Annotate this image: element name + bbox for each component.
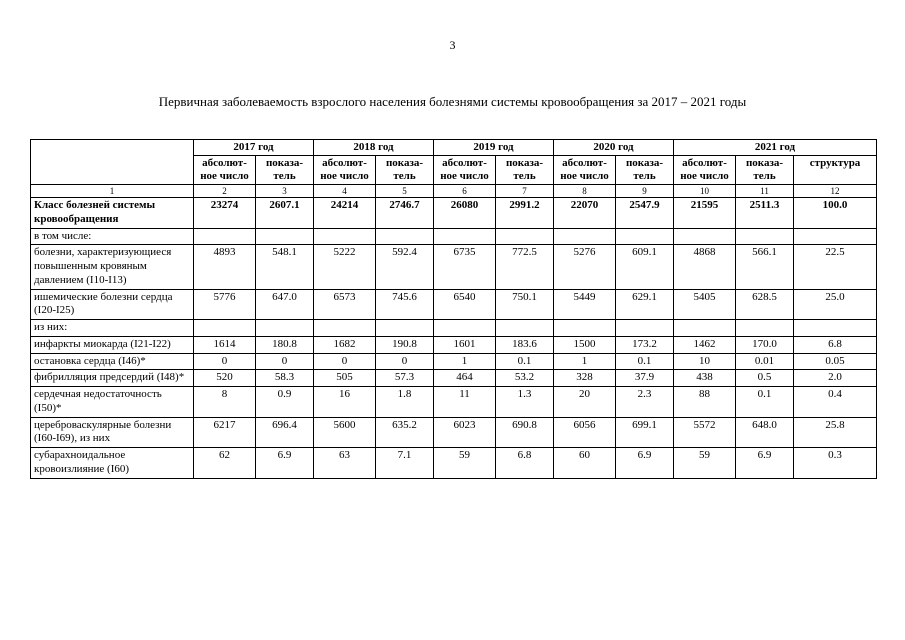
table-cell: 8 <box>194 387 256 418</box>
column-number: 1 <box>31 185 194 198</box>
table-cell: 0.3 <box>794 448 877 479</box>
row-label: инфаркты миокарда (I21-I22) <box>31 336 194 353</box>
table-cell <box>376 228 434 245</box>
table-cell: 566.1 <box>736 245 794 289</box>
table-cell: 0 <box>314 353 376 370</box>
table-cell: 1682 <box>314 336 376 353</box>
header-empty-cell <box>31 140 194 185</box>
table-cell: 22070 <box>554 198 616 229</box>
table-cell: 772.5 <box>496 245 554 289</box>
header-abs: абсолют-ное число <box>314 156 376 185</box>
table-body <box>31 198 877 479</box>
table-cell: 0 <box>256 353 314 370</box>
table-cell: 6540 <box>434 289 496 320</box>
table-cell: 5572 <box>674 417 736 448</box>
header-abs: абсолют-ное число <box>554 156 616 185</box>
table-cell: 6573 <box>314 289 376 320</box>
table-cell: 59 <box>674 448 736 479</box>
table-cell: 57.3 <box>376 370 434 387</box>
table-cell: 173.2 <box>616 336 674 353</box>
table-cell: 37.9 <box>616 370 674 387</box>
header-rate: показа-тель <box>496 156 554 185</box>
table-cell: 1601 <box>434 336 496 353</box>
table-cell: 10 <box>674 353 736 370</box>
table-cell: 745.6 <box>376 289 434 320</box>
table-cell: 6.9 <box>736 448 794 479</box>
table-cell: 0 <box>376 353 434 370</box>
table-cell: 6056 <box>554 417 616 448</box>
column-number: 8 <box>554 185 616 198</box>
page-number: 3 <box>449 38 456 52</box>
table-cell: 170.0 <box>736 336 794 353</box>
table-cell: 5600 <box>314 417 376 448</box>
table-cell <box>256 320 314 337</box>
table-cell: 0.1 <box>616 353 674 370</box>
table-cell: 647.0 <box>256 289 314 320</box>
table-cell: 20 <box>554 387 616 418</box>
table-cell: 2.3 <box>616 387 674 418</box>
table-cell: 6.9 <box>616 448 674 479</box>
header-rate: показа-тель <box>376 156 434 185</box>
header-year: 2017 год <box>194 140 314 156</box>
table-cell: 0.01 <box>736 353 794 370</box>
table-cell: 5776 <box>194 289 256 320</box>
row-label: ишемические болезни сердца (I20-I25) <box>31 289 194 320</box>
column-number: 2 <box>194 185 256 198</box>
table-cell: 88 <box>674 387 736 418</box>
row-label: фибрилляция предсердий (I48)* <box>31 370 194 387</box>
table-cell <box>496 228 554 245</box>
header-year: 2020 год <box>554 140 674 156</box>
table-cell <box>794 228 877 245</box>
table-cell: 59 <box>434 448 496 479</box>
table-cell <box>434 228 496 245</box>
table-cell: 750.1 <box>496 289 554 320</box>
table-row <box>31 417 877 448</box>
table-cell: 1 <box>434 353 496 370</box>
table-cell: 696.4 <box>256 417 314 448</box>
table-cell <box>794 320 877 337</box>
table-cell: 0.1 <box>496 353 554 370</box>
header-abs: абсолют-ное число <box>194 156 256 185</box>
table-cell: 1614 <box>194 336 256 353</box>
table-cell: 4893 <box>194 245 256 289</box>
table-cell: 62 <box>194 448 256 479</box>
header-structure: структура <box>794 156 877 185</box>
row-label: из них: <box>31 320 194 337</box>
table-cell <box>616 228 674 245</box>
row-label: сердечная недостаточность (I50)* <box>31 387 194 418</box>
table-cell: 6217 <box>194 417 256 448</box>
row-label: цереброваскулярные болезни (I60-I69), из них <box>31 417 194 448</box>
header-year: 2021 год <box>674 140 877 156</box>
table-cell: 328 <box>554 370 616 387</box>
row-label: болезни, характеризующиеся повышенным кровяным давлением (I10-I13) <box>31 245 194 289</box>
table-cell: 5276 <box>554 245 616 289</box>
column-number: 7 <box>496 185 554 198</box>
table-cell: 1500 <box>554 336 616 353</box>
header-abs: абсолют-ное число <box>434 156 496 185</box>
table-cell: 2607.1 <box>256 198 314 229</box>
table-cell: 0.1 <box>736 387 794 418</box>
header-abs: абсолют-ное число <box>674 156 736 185</box>
table-cell: 53.2 <box>496 370 554 387</box>
column-number: 11 <box>736 185 794 198</box>
table-cell: 690.8 <box>496 417 554 448</box>
table-cell: 635.2 <box>376 417 434 448</box>
table-cell: 11 <box>434 387 496 418</box>
table-cell: 1.3 <box>496 387 554 418</box>
table-cell: 1 <box>554 353 616 370</box>
morbidity-table <box>30 139 877 479</box>
table-cell <box>674 228 736 245</box>
table-row <box>31 245 877 289</box>
table-cell: 592.4 <box>376 245 434 289</box>
table-cell: 648.0 <box>736 417 794 448</box>
table-cell: 23274 <box>194 198 256 229</box>
table-row <box>31 387 877 418</box>
row-label: в том числе: <box>31 228 194 245</box>
table-cell: 0.5 <box>736 370 794 387</box>
table-cell <box>376 320 434 337</box>
table-cell: 464 <box>434 370 496 387</box>
header-year: 2019 год <box>434 140 554 156</box>
table-cell <box>194 228 256 245</box>
table-cell <box>674 320 736 337</box>
table-cell: 629.1 <box>616 289 674 320</box>
row-label: субарахноидальное кровоизлияние (I60) <box>31 448 194 479</box>
table-cell: 0.4 <box>794 387 877 418</box>
table-cell: 548.1 <box>256 245 314 289</box>
table-cell: 7.1 <box>376 448 434 479</box>
table-cell: 100.0 <box>794 198 877 229</box>
table-row <box>31 336 877 353</box>
column-number: 4 <box>314 185 376 198</box>
table-cell: 21595 <box>674 198 736 229</box>
row-label: остановка сердца (I46)* <box>31 353 194 370</box>
column-number: 10 <box>674 185 736 198</box>
table-row <box>31 320 877 337</box>
table-cell <box>554 228 616 245</box>
table-cell: 26080 <box>434 198 496 229</box>
table-cell: 2547.9 <box>616 198 674 229</box>
column-number-row <box>31 185 877 198</box>
table-cell: 6.8 <box>794 336 877 353</box>
table-cell: 25.8 <box>794 417 877 448</box>
table-cell: 63 <box>314 448 376 479</box>
table-cell: 2746.7 <box>376 198 434 229</box>
table-cell: 609.1 <box>616 245 674 289</box>
table-cell: 22.5 <box>794 245 877 289</box>
header-year: 2018 год <box>314 140 434 156</box>
column-number: 5 <box>376 185 434 198</box>
table-cell: 0.9 <box>256 387 314 418</box>
table-cell: 180.8 <box>256 336 314 353</box>
table-cell <box>434 320 496 337</box>
header-row-years <box>31 140 877 156</box>
table-cell: 5222 <box>314 245 376 289</box>
table-cell: 190.8 <box>376 336 434 353</box>
table-cell <box>314 228 376 245</box>
table-cell: 60 <box>554 448 616 479</box>
table-cell: 2.0 <box>794 370 877 387</box>
header-rate: показа-тель <box>736 156 794 185</box>
table-cell: 0.05 <box>794 353 877 370</box>
table-cell: 24214 <box>314 198 376 229</box>
table-cell: 6735 <box>434 245 496 289</box>
table-cell <box>496 320 554 337</box>
table-cell: 25.0 <box>794 289 877 320</box>
table-cell: 5405 <box>674 289 736 320</box>
column-number: 3 <box>256 185 314 198</box>
table-cell <box>194 320 256 337</box>
header-rate: показа-тель <box>616 156 674 185</box>
table-cell: 1462 <box>674 336 736 353</box>
table-row <box>31 198 877 229</box>
table-cell: 6.8 <box>496 448 554 479</box>
column-number: 6 <box>434 185 496 198</box>
table-row <box>31 448 877 479</box>
table-cell <box>736 228 794 245</box>
table-cell: 1.8 <box>376 387 434 418</box>
table-cell <box>314 320 376 337</box>
table-cell: 2991.2 <box>496 198 554 229</box>
header-rate: показа-тель <box>256 156 314 185</box>
table-cell: 183.6 <box>496 336 554 353</box>
table-cell: 699.1 <box>616 417 674 448</box>
table-cell: 6.9 <box>256 448 314 479</box>
column-number: 12 <box>794 185 877 198</box>
table-cell <box>554 320 616 337</box>
table-cell <box>736 320 794 337</box>
table-cell: 0 <box>194 353 256 370</box>
table-cell <box>256 228 314 245</box>
table-row <box>31 228 877 245</box>
row-label: Класс болезней системы кровообращения <box>31 198 194 229</box>
table-cell: 58.3 <box>256 370 314 387</box>
table-cell: 520 <box>194 370 256 387</box>
document-title: Первичная заболеваемость взрослого населения болезнями системы кровообращения за 2017 – 2021 годы <box>158 94 747 109</box>
table-cell: 438 <box>674 370 736 387</box>
table-row <box>31 353 877 370</box>
column-number: 9 <box>616 185 674 198</box>
table-cell: 5449 <box>554 289 616 320</box>
table-cell <box>616 320 674 337</box>
table-row <box>31 370 877 387</box>
table-cell: 4868 <box>674 245 736 289</box>
table-cell: 2511.3 <box>736 198 794 229</box>
table-cell: 6023 <box>434 417 496 448</box>
table-row <box>31 289 877 320</box>
table-cell: 16 <box>314 387 376 418</box>
table-cell: 505 <box>314 370 376 387</box>
table-cell: 628.5 <box>736 289 794 320</box>
